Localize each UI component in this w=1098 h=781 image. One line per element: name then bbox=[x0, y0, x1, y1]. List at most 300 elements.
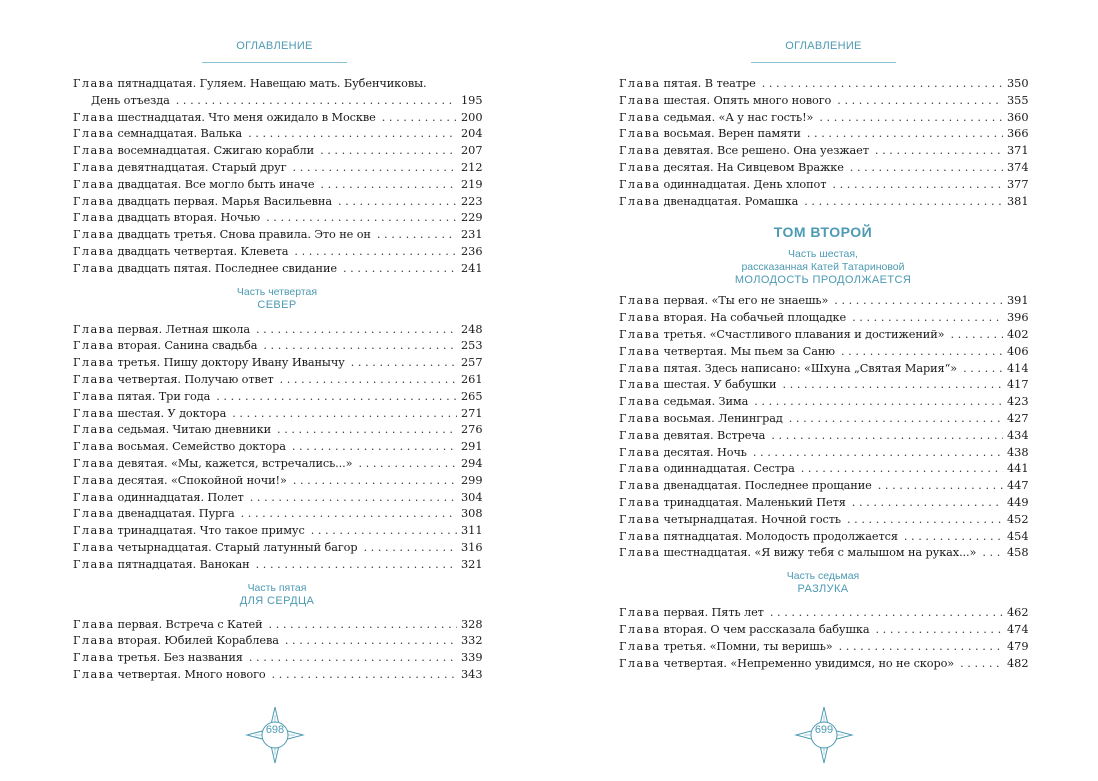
toc-entry[interactable] bbox=[619, 126, 1027, 143]
leader-dots bbox=[294, 244, 457, 261]
leader-dots bbox=[320, 177, 457, 194]
leader-dots bbox=[241, 506, 457, 523]
leader-dots bbox=[782, 377, 1003, 394]
toc-entry[interactable] bbox=[73, 540, 481, 557]
chapter-keyword: Глава bbox=[73, 440, 115, 454]
chapter-title: одиннадцатая. Сестра bbox=[663, 462, 795, 476]
leader-dots bbox=[176, 93, 457, 110]
toc-entry[interactable] bbox=[73, 126, 481, 143]
chapter-title: первая. Встреча с Катей bbox=[117, 617, 263, 631]
toc-entry[interactable] bbox=[619, 545, 1027, 562]
chapter-title: шестая. У бабушки bbox=[663, 378, 777, 392]
chapter-title: двенадцатая. Пурга bbox=[117, 507, 235, 521]
chapter-title: шестая. Опять много нового bbox=[663, 93, 832, 107]
toc-entry[interactable] bbox=[619, 605, 1027, 622]
part-narrator: рассказанная Катей Татариновой bbox=[741, 261, 905, 274]
toc-entry[interactable] bbox=[73, 160, 481, 177]
toc-entry[interactable] bbox=[619, 344, 1027, 361]
page-ref: 406 bbox=[1007, 344, 1029, 358]
running-head: ОГЛАВЛЕНИЕ bbox=[236, 40, 313, 52]
page-ref: 350 bbox=[1007, 77, 1029, 90]
chapter-keyword: Глава bbox=[73, 634, 115, 648]
page-ref: 355 bbox=[1007, 93, 1029, 107]
chapter-title: седьмая. Читаю дневники bbox=[117, 423, 272, 437]
chapter-title: третья. Без названия bbox=[117, 651, 243, 665]
page-ref: 291 bbox=[461, 440, 483, 454]
toc-entry[interactable] bbox=[73, 227, 481, 244]
running-head: ОГЛАВЛЕНИЕ bbox=[785, 40, 862, 52]
toc-entry[interactable] bbox=[73, 456, 481, 473]
chapter-title: пятнадцатая. Ванокан bbox=[117, 557, 250, 571]
chapter-title: девятнадцатая. Старый друг bbox=[117, 160, 287, 174]
chapter-title: восемнадцатая. Сжигаю корабли bbox=[117, 144, 315, 158]
chapter-keyword: Глава bbox=[73, 244, 115, 258]
page-ref: 311 bbox=[461, 524, 483, 538]
page-number: 699 bbox=[814, 724, 834, 736]
leader-dots bbox=[819, 110, 1003, 127]
chapter-keyword: Глава bbox=[73, 228, 115, 242]
leader-dots bbox=[277, 422, 457, 439]
chapter-keyword: Глава bbox=[73, 144, 115, 158]
part-heading bbox=[619, 570, 1027, 596]
page-ref: 462 bbox=[1007, 606, 1029, 620]
toc-entry[interactable] bbox=[73, 633, 481, 650]
leader-dots bbox=[832, 177, 1003, 194]
chapter-keyword: Глава bbox=[73, 110, 115, 124]
leader-dots bbox=[789, 411, 1003, 428]
page-ref: 434 bbox=[1007, 428, 1029, 442]
chapter-keyword: Глава bbox=[619, 327, 661, 341]
chapter-keyword: Глава bbox=[73, 507, 115, 521]
page-ref: 343 bbox=[461, 667, 483, 681]
toc-entry[interactable] bbox=[73, 194, 481, 211]
page-ref: 261 bbox=[461, 372, 483, 386]
chapter-title: семнадцатая. Валька bbox=[117, 127, 243, 141]
chapter-title: третья. Пишу доктору Ивану Иванычу bbox=[117, 356, 345, 370]
chapter-keyword: Глава bbox=[619, 639, 661, 653]
page-ref: 332 bbox=[461, 634, 483, 648]
leader-dots bbox=[256, 322, 457, 339]
leader-dots bbox=[285, 633, 457, 650]
part-label: Часть четвертая bbox=[236, 285, 318, 298]
chapter-keyword: Глава bbox=[619, 495, 661, 509]
page-ref: 458 bbox=[1007, 546, 1029, 560]
toc-entry[interactable] bbox=[619, 177, 1027, 194]
leader-dots bbox=[801, 461, 1003, 478]
page-ref: 479 bbox=[1007, 639, 1029, 653]
part-name: РАЗЛУКА bbox=[797, 583, 849, 596]
part-heading bbox=[73, 286, 481, 312]
page-ref: 257 bbox=[461, 356, 483, 370]
chapter-keyword: Глава bbox=[619, 378, 661, 392]
chapter-title: вторая. О чем рассказала бабушка bbox=[663, 622, 870, 636]
toc-entry[interactable] bbox=[73, 406, 481, 423]
toc-entry[interactable] bbox=[619, 327, 1027, 344]
toc-entry[interactable] bbox=[619, 495, 1027, 512]
chapter-title: тринадцатая. Что такое примус bbox=[117, 524, 305, 538]
leader-dots bbox=[982, 545, 1003, 562]
table-of-contents bbox=[73, 76, 481, 684]
toc-entry[interactable] bbox=[619, 461, 1027, 478]
leader-dots bbox=[904, 529, 1003, 546]
chapter-keyword: Глава bbox=[73, 261, 115, 275]
page-ref: 482 bbox=[1007, 656, 1029, 670]
chapter-title: четырнадцатая. Старый латунный багор bbox=[117, 540, 358, 554]
chapter-title: седьмая. «А у нас гость!» bbox=[663, 110, 814, 124]
page-ref: 231 bbox=[461, 228, 483, 242]
chapter-keyword: Глава bbox=[73, 557, 115, 571]
chapter-keyword: Глава bbox=[619, 395, 661, 409]
leader-dots bbox=[232, 406, 457, 423]
leader-dots bbox=[216, 389, 457, 406]
toc-entry[interactable] bbox=[619, 445, 1027, 462]
chapter-keyword: Глава bbox=[73, 456, 115, 470]
page-ref: 417 bbox=[1007, 378, 1029, 392]
chapter-keyword: Глава bbox=[619, 127, 661, 141]
toc-entry-continuation[interactable] bbox=[73, 93, 481, 110]
chapter-title: четвертая. Мы пьем за Саню bbox=[663, 344, 835, 358]
leader-dots bbox=[363, 540, 457, 557]
chapter-title: тринадцатая. Маленький Петя bbox=[663, 495, 846, 509]
toc-entry[interactable] bbox=[73, 244, 481, 261]
chapter-keyword: Глава bbox=[73, 473, 115, 487]
leader-dots bbox=[847, 512, 1003, 529]
toc-entry[interactable] bbox=[73, 557, 481, 574]
page-ref: 438 bbox=[1007, 445, 1029, 459]
page-ref: 219 bbox=[461, 177, 483, 191]
running-head-rule bbox=[202, 62, 347, 63]
chapter-keyword: Глава bbox=[619, 428, 661, 442]
toc-entry[interactable] bbox=[619, 293, 1027, 310]
chapter-keyword: Глава bbox=[73, 651, 115, 665]
chapter-keyword: Глава bbox=[73, 177, 115, 191]
chapter-keyword: Глава bbox=[73, 160, 115, 174]
toc-entry[interactable] bbox=[619, 622, 1027, 639]
chapter-title: вторая. Юбилей Кораблева bbox=[117, 634, 279, 648]
toc-group bbox=[619, 76, 1027, 210]
leader-dots bbox=[839, 639, 1003, 656]
leader-dots bbox=[382, 110, 457, 127]
leader-dots bbox=[293, 473, 457, 490]
leader-dots bbox=[351, 355, 457, 372]
leader-dots bbox=[875, 622, 1003, 639]
chapter-title: одиннадцатая. Полет bbox=[117, 490, 244, 504]
leader-dots bbox=[256, 557, 457, 574]
leader-dots bbox=[834, 293, 1003, 310]
leader-dots bbox=[960, 656, 1003, 673]
toc-entry[interactable] bbox=[73, 473, 481, 490]
toc-entry[interactable] bbox=[619, 76, 1027, 93]
toc-entry[interactable] bbox=[619, 143, 1027, 160]
chapter-title: десятая. «Спокойной ночи!» bbox=[117, 473, 287, 487]
page-ref: 294 bbox=[461, 456, 483, 470]
chapter-keyword: Глава bbox=[619, 177, 661, 191]
chapter-keyword: Глава bbox=[73, 406, 115, 420]
toc-entry[interactable] bbox=[619, 529, 1027, 546]
toc-entry[interactable] bbox=[619, 512, 1027, 529]
chapter-title: четвертая. Много нового bbox=[117, 667, 266, 681]
page-ref: 396 bbox=[1007, 311, 1029, 325]
chapter-keyword: Глава bbox=[619, 622, 661, 636]
chapter-keyword: Глава bbox=[619, 411, 661, 425]
part-name: СЕВЕР bbox=[257, 298, 297, 311]
chapter-title: девятая. «Мы, кажется, встречались...» bbox=[117, 456, 353, 470]
leader-dots bbox=[770, 605, 1003, 622]
page-ref: 423 bbox=[1007, 395, 1029, 409]
page-ref: 427 bbox=[1007, 411, 1029, 425]
page-ref: 200 bbox=[461, 110, 483, 124]
page-ref: 241 bbox=[461, 261, 483, 275]
chapter-title: десятая. Ночь bbox=[663, 445, 747, 459]
toc-entry[interactable] bbox=[619, 310, 1027, 327]
leader-dots bbox=[320, 143, 457, 160]
chapter-keyword: Глава bbox=[619, 479, 661, 493]
leader-dots bbox=[269, 617, 457, 634]
chapter-title: четвертая. Получаю ответ bbox=[117, 372, 274, 386]
page-ref: 204 bbox=[461, 127, 483, 141]
toc-entry[interactable] bbox=[619, 361, 1027, 378]
chapter-title: четырнадцатая. Ночной гость bbox=[663, 512, 841, 526]
chapter-title: одиннадцатая. День хлопот bbox=[663, 177, 827, 191]
leader-dots bbox=[249, 650, 457, 667]
page-ref: 316 bbox=[461, 540, 483, 554]
chapter-keyword: Глава bbox=[73, 194, 115, 208]
leader-dots bbox=[292, 439, 457, 456]
chapter-keyword: Глава bbox=[619, 160, 661, 174]
leader-dots bbox=[753, 445, 1003, 462]
toc-group bbox=[73, 110, 481, 278]
page-ref: 441 bbox=[1007, 462, 1029, 476]
chapter-keyword: Глава bbox=[73, 356, 115, 370]
toc-entry[interactable] bbox=[73, 439, 481, 456]
chapter-keyword: Глава bbox=[73, 540, 115, 554]
chapter-title: девятая. Встреча bbox=[663, 428, 766, 442]
page-ref: 271 bbox=[461, 406, 483, 420]
chapter-keyword: Глава bbox=[619, 546, 661, 560]
leader-dots bbox=[263, 338, 457, 355]
toc-entry[interactable] bbox=[73, 210, 481, 227]
chapter-keyword: Глава bbox=[619, 110, 661, 124]
page-ref: 474 bbox=[1007, 622, 1029, 636]
page-ref: 402 bbox=[1007, 327, 1029, 341]
chapter-title: двенадцатая. Ромашка bbox=[663, 194, 799, 208]
chapter-title: двадцать четвертая. Клевета bbox=[117, 244, 289, 258]
chapter-title: пятнадцатая. Гуляем. Навещаю мать. Бубенчиковы. bbox=[117, 77, 427, 90]
toc-entry[interactable] bbox=[73, 322, 481, 339]
toc-entry[interactable] bbox=[73, 355, 481, 372]
toc-entry[interactable] bbox=[619, 428, 1027, 445]
folio-badge bbox=[794, 705, 854, 765]
page-ref: 299 bbox=[461, 473, 483, 487]
chapter-title: вторая. Санина свадьба bbox=[117, 339, 258, 353]
part-heading bbox=[619, 248, 1027, 287]
page-ref: 195 bbox=[461, 93, 483, 107]
leader-dots bbox=[837, 93, 1003, 110]
chapter-keyword: Глава bbox=[619, 344, 661, 358]
toc-entry[interactable] bbox=[73, 506, 481, 523]
toc-entry[interactable] bbox=[619, 377, 1027, 394]
toc-entry[interactable] bbox=[73, 338, 481, 355]
leader-dots bbox=[950, 327, 1003, 344]
chapter-title: восьмая. Ленинград bbox=[663, 411, 783, 425]
chapter-title: третья. «Помни, ты веришь» bbox=[663, 639, 833, 653]
chapter-keyword: Глава bbox=[73, 372, 115, 386]
chapter-keyword: Глава bbox=[73, 339, 115, 353]
toc-entry[interactable] bbox=[73, 76, 481, 93]
toc-entry[interactable] bbox=[73, 523, 481, 540]
chapter-keyword: Глава bbox=[619, 656, 661, 670]
toc-entry[interactable] bbox=[73, 261, 481, 278]
page-ref: 229 bbox=[461, 211, 483, 225]
page-ref: 253 bbox=[461, 339, 483, 353]
toc-entry[interactable] bbox=[619, 160, 1027, 177]
toc-entry[interactable] bbox=[73, 617, 481, 634]
toc-entry[interactable] bbox=[619, 639, 1027, 656]
chapter-title: пятая. В театре bbox=[663, 77, 756, 90]
chapter-keyword: Глава bbox=[73, 77, 115, 90]
toc-entry[interactable] bbox=[619, 656, 1027, 673]
toc-entry[interactable] bbox=[619, 93, 1027, 110]
chapter-keyword: Глава bbox=[73, 667, 115, 681]
chapter-keyword: Глава bbox=[619, 93, 661, 107]
leader-dots bbox=[343, 261, 457, 278]
page-ref: 321 bbox=[461, 557, 483, 571]
chapter-title: двадцать первая. Марья Васильевна bbox=[117, 194, 332, 208]
chapter-keyword: Глава bbox=[73, 127, 115, 141]
page-ref: 449 bbox=[1007, 495, 1029, 509]
toc-entry[interactable] bbox=[619, 478, 1027, 495]
page-ref: 360 bbox=[1007, 110, 1029, 124]
leader-dots bbox=[804, 194, 1003, 211]
page-ref: 447 bbox=[1007, 479, 1029, 493]
leader-dots bbox=[963, 361, 1003, 378]
chapter-title: пятая. Здесь написано: «Шхуна „Святая Мария“» bbox=[663, 361, 958, 375]
toc-entry[interactable] bbox=[73, 650, 481, 667]
toc-group bbox=[619, 293, 1027, 562]
chapter-title: двадцать вторая. Ночью bbox=[117, 211, 261, 225]
page-ref: 265 bbox=[461, 389, 483, 403]
page-ref: 276 bbox=[461, 423, 483, 437]
toc-group bbox=[73, 617, 481, 684]
running-head-rule bbox=[751, 62, 896, 63]
page-ref: 223 bbox=[461, 194, 483, 208]
leader-dots bbox=[280, 372, 457, 389]
chapter-title: первая. Летная школа bbox=[117, 322, 250, 336]
leader-dots bbox=[875, 143, 1003, 160]
leader-dots bbox=[852, 495, 1003, 512]
toc-entry[interactable] bbox=[73, 177, 481, 194]
part-heading bbox=[73, 582, 481, 608]
chapter-title: пятнадцатая. Молодость продолжается bbox=[663, 529, 898, 543]
chapter-keyword: Глава bbox=[619, 311, 661, 325]
toc-entry[interactable] bbox=[619, 194, 1027, 211]
page-ref: 339 bbox=[461, 651, 483, 665]
page-ref: 328 bbox=[461, 617, 483, 631]
toc-entry[interactable] bbox=[73, 372, 481, 389]
leader-dots bbox=[878, 478, 1003, 495]
chapter-title: первая. Пять лет bbox=[663, 606, 764, 620]
leader-dots bbox=[248, 126, 457, 143]
chapter-title: первая. «Ты его не знаешь» bbox=[663, 294, 829, 308]
page-ref: 248 bbox=[461, 322, 483, 336]
chapter-keyword: Глава bbox=[73, 423, 115, 437]
toc-entry[interactable] bbox=[73, 667, 481, 684]
page-ref: 304 bbox=[461, 490, 483, 504]
page-ref: 454 bbox=[1007, 529, 1029, 543]
chapter-title: третья. «Счастливого плавания и достижений» bbox=[663, 327, 945, 341]
chapter-title: шестая. У доктора bbox=[117, 406, 227, 420]
chapter-keyword: Глава bbox=[619, 445, 661, 459]
chapter-title-continuation: День отъезда bbox=[91, 93, 170, 107]
page-ref: 236 bbox=[461, 244, 483, 258]
chapter-title: пятая. Три года bbox=[117, 389, 211, 403]
chapter-title: двадцатая. Все могло быть иначе bbox=[117, 177, 315, 191]
toc-entry[interactable] bbox=[619, 411, 1027, 428]
leader-dots bbox=[771, 428, 1003, 445]
page-ref: 371 bbox=[1007, 144, 1029, 158]
right-page bbox=[549, 0, 1098, 781]
page-ref: 308 bbox=[461, 507, 483, 521]
leader-dots bbox=[311, 523, 457, 540]
toc-entry[interactable] bbox=[619, 110, 1027, 127]
leader-dots bbox=[377, 227, 457, 244]
chapter-keyword: Глава bbox=[73, 389, 115, 403]
chapter-title: двадцать третья. Снова правила. Это не он bbox=[117, 228, 371, 242]
chapter-keyword: Глава bbox=[619, 529, 661, 543]
chapter-title: четвертая. «Непременно увидимся, но не скоро» bbox=[663, 656, 955, 670]
leader-dots bbox=[266, 210, 457, 227]
volume-heading: ТОМ ВТОРОЙ bbox=[773, 224, 873, 241]
leader-dots bbox=[338, 194, 457, 211]
chapter-keyword: Глава bbox=[73, 490, 115, 504]
toc-entry[interactable] bbox=[73, 110, 481, 127]
chapter-keyword: Глава bbox=[73, 617, 115, 631]
leader-dots bbox=[293, 160, 457, 177]
chapter-keyword: Глава bbox=[619, 512, 661, 526]
page-ref: 366 bbox=[1007, 127, 1029, 141]
chapter-keyword: Глава bbox=[619, 144, 661, 158]
page-number: 698 bbox=[265, 724, 285, 736]
toc-entry[interactable] bbox=[73, 490, 481, 507]
chapter-title: восьмая. Семейство доктора bbox=[117, 440, 286, 454]
page-ref: 391 bbox=[1007, 294, 1029, 308]
toc-entry[interactable] bbox=[73, 389, 481, 406]
leader-dots bbox=[807, 126, 1003, 143]
toc-entry[interactable] bbox=[73, 143, 481, 160]
page-ref: 207 bbox=[461, 144, 483, 158]
chapter-title: вторая. На собачьей площадке bbox=[663, 311, 847, 325]
chapter-keyword: Глава bbox=[619, 77, 661, 90]
page-ref: 452 bbox=[1007, 512, 1029, 526]
chapter-title: восьмая. Верен памяти bbox=[663, 127, 801, 141]
chapter-title: двадцать пятая. Последнее свидание bbox=[117, 261, 337, 275]
toc-entry[interactable] bbox=[73, 422, 481, 439]
leader-dots bbox=[358, 456, 457, 473]
page-ref: 212 bbox=[461, 160, 483, 174]
chapter-keyword: Глава bbox=[619, 462, 661, 476]
chapter-title: десятая. На Сивцевом Вражке bbox=[663, 160, 844, 174]
page-ref: 414 bbox=[1007, 361, 1029, 375]
leader-dots bbox=[841, 344, 1003, 361]
chapter-title: двенадцатая. Последнее прощание bbox=[663, 479, 872, 493]
page-ref: 381 bbox=[1007, 194, 1029, 208]
chapter-keyword: Глава bbox=[73, 211, 115, 225]
chapter-keyword: Глава bbox=[619, 294, 661, 308]
part-name: ДЛЯ СЕРДЦА bbox=[239, 594, 315, 607]
toc-entry[interactable] bbox=[619, 394, 1027, 411]
leader-dots bbox=[272, 667, 457, 684]
part-label: Часть седьмая bbox=[786, 570, 860, 583]
